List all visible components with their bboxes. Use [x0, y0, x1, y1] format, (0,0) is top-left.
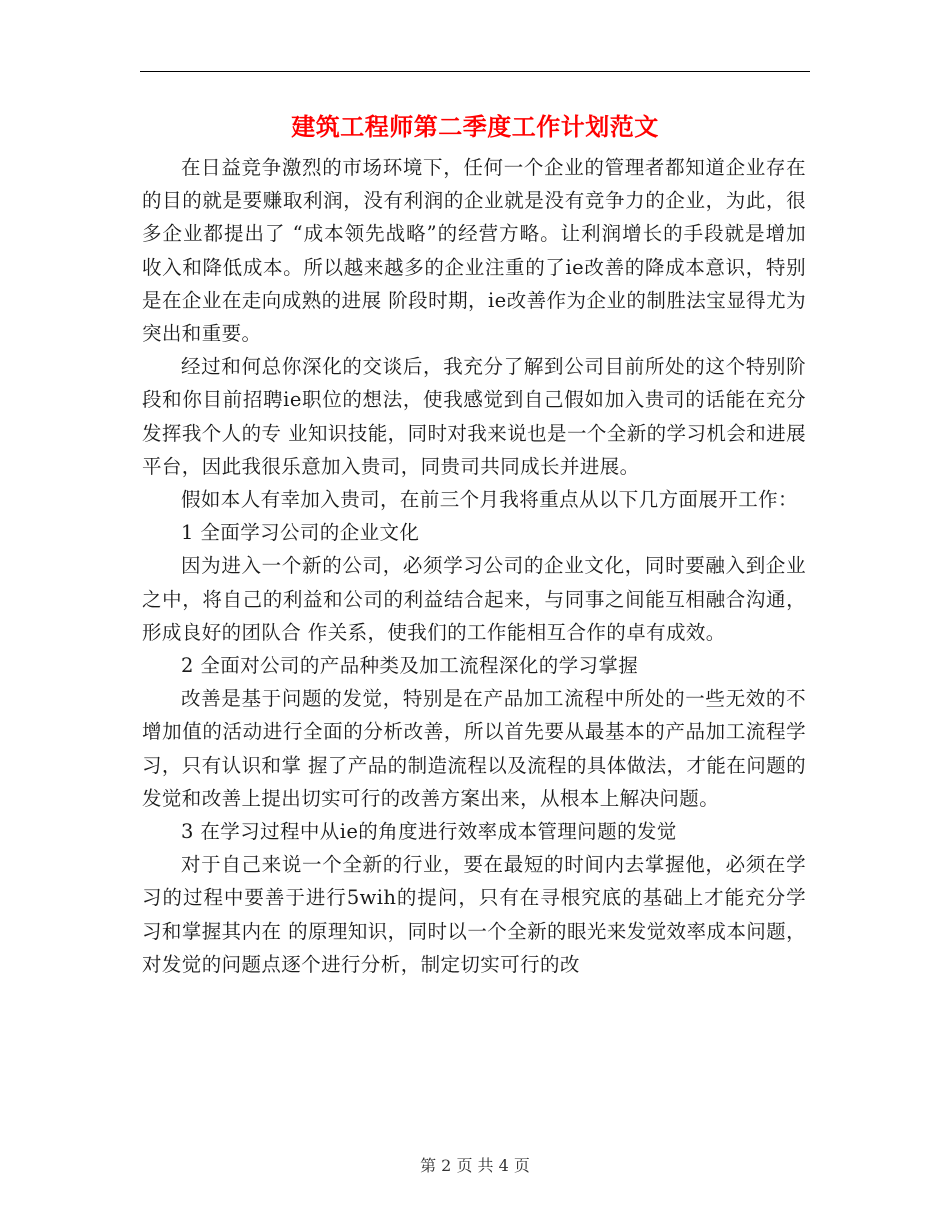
page-number: 第 2 页 共 4 页 [420, 1156, 530, 1175]
section-heading-1: 1 全面学习公司的企业文化 [181, 521, 420, 545]
section-heading-2: 2 全面对公司的产品种类及加工流程深化的学习掌握 [181, 654, 639, 678]
paragraph-culture: 因为进入一个新的公司，必须学习公司的企业文化，同时要融入到企业之中，将自己的利益和公司的利益结合起来，与同事之间能互相融合沟通，形成良好的团队合 作关系，使我们的工作能相互合作的卓有成效。 [142, 554, 806, 644]
header-rule [140, 71, 810, 72]
section-heading-3: 3 在学习过程中从ie的角度进行效率成本管理问题的发觉 [181, 820, 677, 844]
document-body [142, 151, 806, 981]
paragraph-intro: 在日益竞争激烈的市场环境下，任何一个企业的管理者都知道企业存在的目的就是要赚取利润，没有利润的企业就是没有竞争力的企业，为此，很多企业都提出了 “成本领先战略”的经营方略。让利润增长的手段就是增加收入和降低成本。所以越来越多的企业注重的了ie改善的降成本意识，特别是在企业在走向成熟的进展 阶段时期，ie改善作为企业的制胜法宝显得尤为突出和重要。 [142, 156, 806, 346]
document-title: 建筑工程师第二季度工作计划范文 [291, 113, 659, 141]
paragraph-conversation: 经过和何总你深化的交谈后，我充分了解到公司目前所处的这个特别阶段和你目前招聘ie职位的想法，使我感觉到自己假如加入贵司的话能在充分发挥我个人的专 业知识技能，同时对我来说也是一个全新的学习机会和进展平台，因此我很乐意加入贵司，同贵司共同成长并进展。 [142, 355, 806, 478]
paragraph-plan-intro: 假如本人有幸加入贵司，在前三个月我将重点从以下几方面展开工作： [181, 488, 798, 512]
paragraph-process: 改善是基于问题的发觉，特别是在产品加工流程中所处的一些无效的不增加值的活动进行全面的分析改善，所以首先要从最基本的产品加工流程学习，只有认识和掌 握了产品的制造流程以及流程的具体做法，才能在问题的发觉和改善上提出切实可行的改善方案出来，从根本上解决问题。 [142, 687, 806, 810]
paragraph-efficiency: 对于自己来说一个全新的行业，要在最短的时间内去掌握他，必须在学习的过程中要善于进行5wih的提问，只有在寻根究底的基础上才能充分学习和掌握其内在 的原理知识，同时以一个全新的眼光来发觉效率成本问题，对发觉的问题点逐个进行分析，制定切实可行的改 [142, 853, 806, 976]
